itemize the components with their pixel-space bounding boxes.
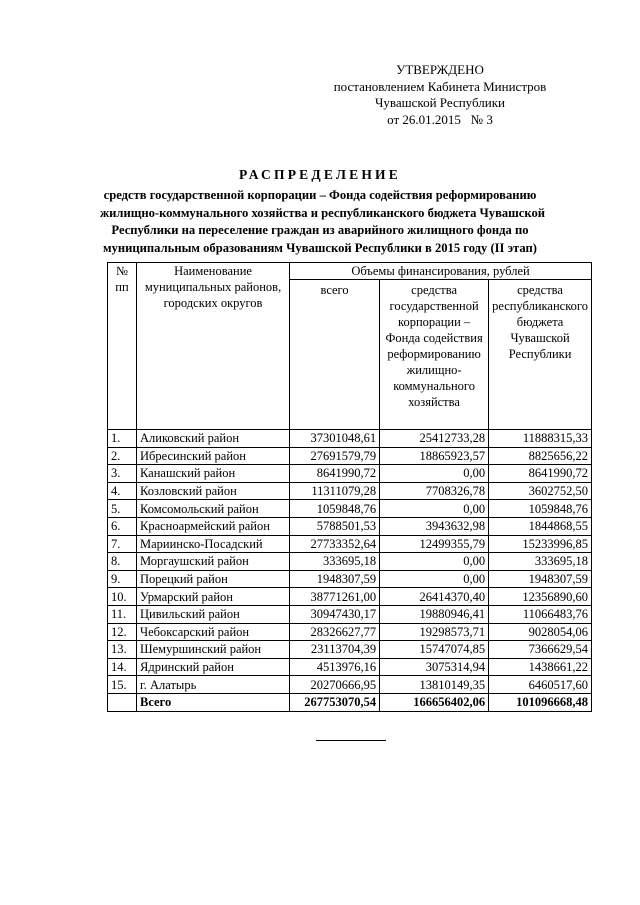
- table-row: [108, 658, 592, 676]
- header-republic: средства республиканского бюджета Чувашской Республики: [489, 280, 592, 430]
- row-fund: 26414370,40: [380, 588, 489, 606]
- table-row: [108, 500, 592, 518]
- row-name: Канашский район: [137, 465, 290, 483]
- table-row: [108, 641, 592, 659]
- row-republic: 6460517,60: [489, 676, 592, 694]
- document-subtitle: [100, 187, 546, 257]
- table-row: [108, 553, 592, 571]
- approval-authority: постановлением Кабинета Министров: [333, 78, 547, 94]
- header-name: Наименование муниципальных районов, городских округов: [137, 263, 290, 430]
- header-fund: средства государственной корпорации – Фонда содействия реформированию жилищно-коммунального хозяйства: [380, 280, 489, 430]
- total-row: [108, 693, 592, 711]
- row-republic: 1438661,22: [489, 658, 592, 676]
- table-row: [108, 465, 592, 483]
- row-fund: 25412733,28: [380, 430, 489, 448]
- approval-title: УТВЕРЖДЕНО: [396, 62, 484, 77]
- row-total: 28326627,77: [290, 623, 380, 641]
- row-republic: 8641990,72: [489, 465, 592, 483]
- row-name: Моргаушский район: [137, 553, 290, 571]
- total-sum: 267753070,54: [290, 693, 380, 711]
- row-total: 4513976,16: [290, 658, 380, 676]
- row-name: Козловский район: [137, 482, 290, 500]
- total-republic: 101096668,48: [489, 693, 592, 711]
- total-label: Всего: [137, 693, 290, 711]
- total-num: [108, 693, 137, 711]
- row-republic: 1844868,55: [489, 517, 592, 535]
- row-name: Комсомольский район: [137, 500, 290, 518]
- row-fund: 0,00: [380, 570, 489, 588]
- row-fund: 18865923,57: [380, 447, 489, 465]
- row-num: 1.: [108, 430, 137, 448]
- row-num: 8.: [108, 553, 137, 571]
- row-num: 4.: [108, 482, 137, 500]
- approval-date: от 26.01.2015 № 3: [387, 111, 493, 127]
- row-name: Ядринский район: [137, 658, 290, 676]
- row-name: Чебоксарский район: [137, 623, 290, 641]
- row-total: 333695,18: [290, 553, 380, 571]
- row-fund: 7708326,78: [380, 482, 489, 500]
- row-total: 11311079,28: [290, 482, 380, 500]
- row-num: 14.: [108, 658, 137, 676]
- row-total: 8641990,72: [290, 465, 380, 483]
- row-fund: 0,00: [380, 553, 489, 571]
- row-num: 7.: [108, 535, 137, 553]
- row-fund: 0,00: [380, 465, 489, 483]
- closing-rule: [316, 740, 386, 741]
- table-row: [108, 430, 592, 448]
- table-row: [108, 517, 592, 535]
- row-total: 23113704,39: [290, 641, 380, 659]
- distribution-table: [107, 262, 592, 712]
- row-num: 13.: [108, 641, 137, 659]
- row-total: 1948307,59: [290, 570, 380, 588]
- header-funding: Объемы финансирования, рублей: [290, 263, 592, 280]
- table-row: [108, 676, 592, 694]
- table-row: [108, 570, 592, 588]
- row-num: 2.: [108, 447, 137, 465]
- row-fund: 19880946,41: [380, 605, 489, 623]
- row-fund: 3943632,98: [380, 517, 489, 535]
- table-row: [108, 623, 592, 641]
- total-fund: 166656402,06: [380, 693, 489, 711]
- row-republic: 333695,18: [489, 553, 592, 571]
- row-fund: 12499355,79: [380, 535, 489, 553]
- row-name: г. Алатырь: [137, 676, 290, 694]
- row-num: 5.: [108, 500, 137, 518]
- row-republic: 1059848,76: [489, 500, 592, 518]
- row-num: 15.: [108, 676, 137, 694]
- row-republic: 1948307,59: [489, 570, 592, 588]
- row-fund: 15747074,85: [380, 641, 489, 659]
- row-name: Урмарский район: [137, 588, 290, 606]
- row-total: 20270666,95: [290, 676, 380, 694]
- row-num: 9.: [108, 570, 137, 588]
- subtitle-line: муниципальным образованиям Чувашской Республики в 2015 году (II этап): [103, 240, 537, 255]
- row-fund: 3075314,94: [380, 658, 489, 676]
- row-num: 3.: [108, 465, 137, 483]
- table-row: [108, 605, 592, 623]
- row-total: 1059848,76: [290, 500, 380, 518]
- row-name: Аликовский район: [137, 430, 290, 448]
- row-republic: 9028054,06: [489, 623, 592, 641]
- row-num: 12.: [108, 623, 137, 641]
- row-total: 5788501,53: [290, 517, 380, 535]
- subtitle-line: жилищно-коммунального хозяйства и республиканского бюджета Чувашской: [100, 205, 546, 220]
- row-total: 38771261,00: [290, 588, 380, 606]
- table-row: [108, 588, 592, 606]
- row-name: Красноармейский район: [137, 517, 290, 535]
- row-name: Порецкий район: [137, 570, 290, 588]
- row-num: 11.: [108, 605, 137, 623]
- row-fund: 19298573,71: [380, 623, 489, 641]
- row-name: Мариинско-Посадский: [137, 535, 290, 553]
- table-row: [108, 535, 592, 553]
- approval-republic: Чувашской Республики: [374, 95, 506, 110]
- row-republic: 8825656,22: [489, 447, 592, 465]
- row-republic: 7366629,54: [489, 641, 592, 659]
- row-fund: 0,00: [380, 500, 489, 518]
- row-total: 27691579,79: [290, 447, 380, 465]
- document-title-block: [100, 166, 546, 257]
- row-num: 10.: [108, 588, 137, 606]
- row-republic: 11888315,33: [489, 430, 592, 448]
- row-fund: 13810149,35: [380, 676, 489, 694]
- row-republic: 3602752,50: [489, 482, 592, 500]
- row-total: 30947430,17: [290, 605, 380, 623]
- row-republic: 12356890,60: [489, 588, 592, 606]
- approval-block: [310, 62, 570, 128]
- row-republic: 15233996,85: [489, 535, 592, 553]
- row-republic: 11066483,76: [489, 605, 592, 623]
- subtitle-line: Республики на переселение граждан из аварийного жилищного фонда по: [111, 223, 529, 237]
- row-num: 6.: [108, 517, 137, 535]
- header-num: № пп: [108, 263, 137, 430]
- row-name: Шемуршинский район: [137, 641, 290, 659]
- row-name: Ибресинский район: [137, 447, 290, 465]
- document-title: РАСПРЕДЕЛЕНИЕ: [239, 167, 401, 182]
- row-total: 37301048,61: [290, 430, 380, 448]
- subtitle-line: средств государственной корпорации – Фонда содействия реформированию: [103, 188, 537, 202]
- row-total: 27733352,64: [290, 535, 380, 553]
- row-name: Цивильский район: [137, 605, 290, 623]
- table-row: [108, 447, 592, 465]
- header-total: всего: [290, 280, 380, 430]
- table-row: [108, 482, 592, 500]
